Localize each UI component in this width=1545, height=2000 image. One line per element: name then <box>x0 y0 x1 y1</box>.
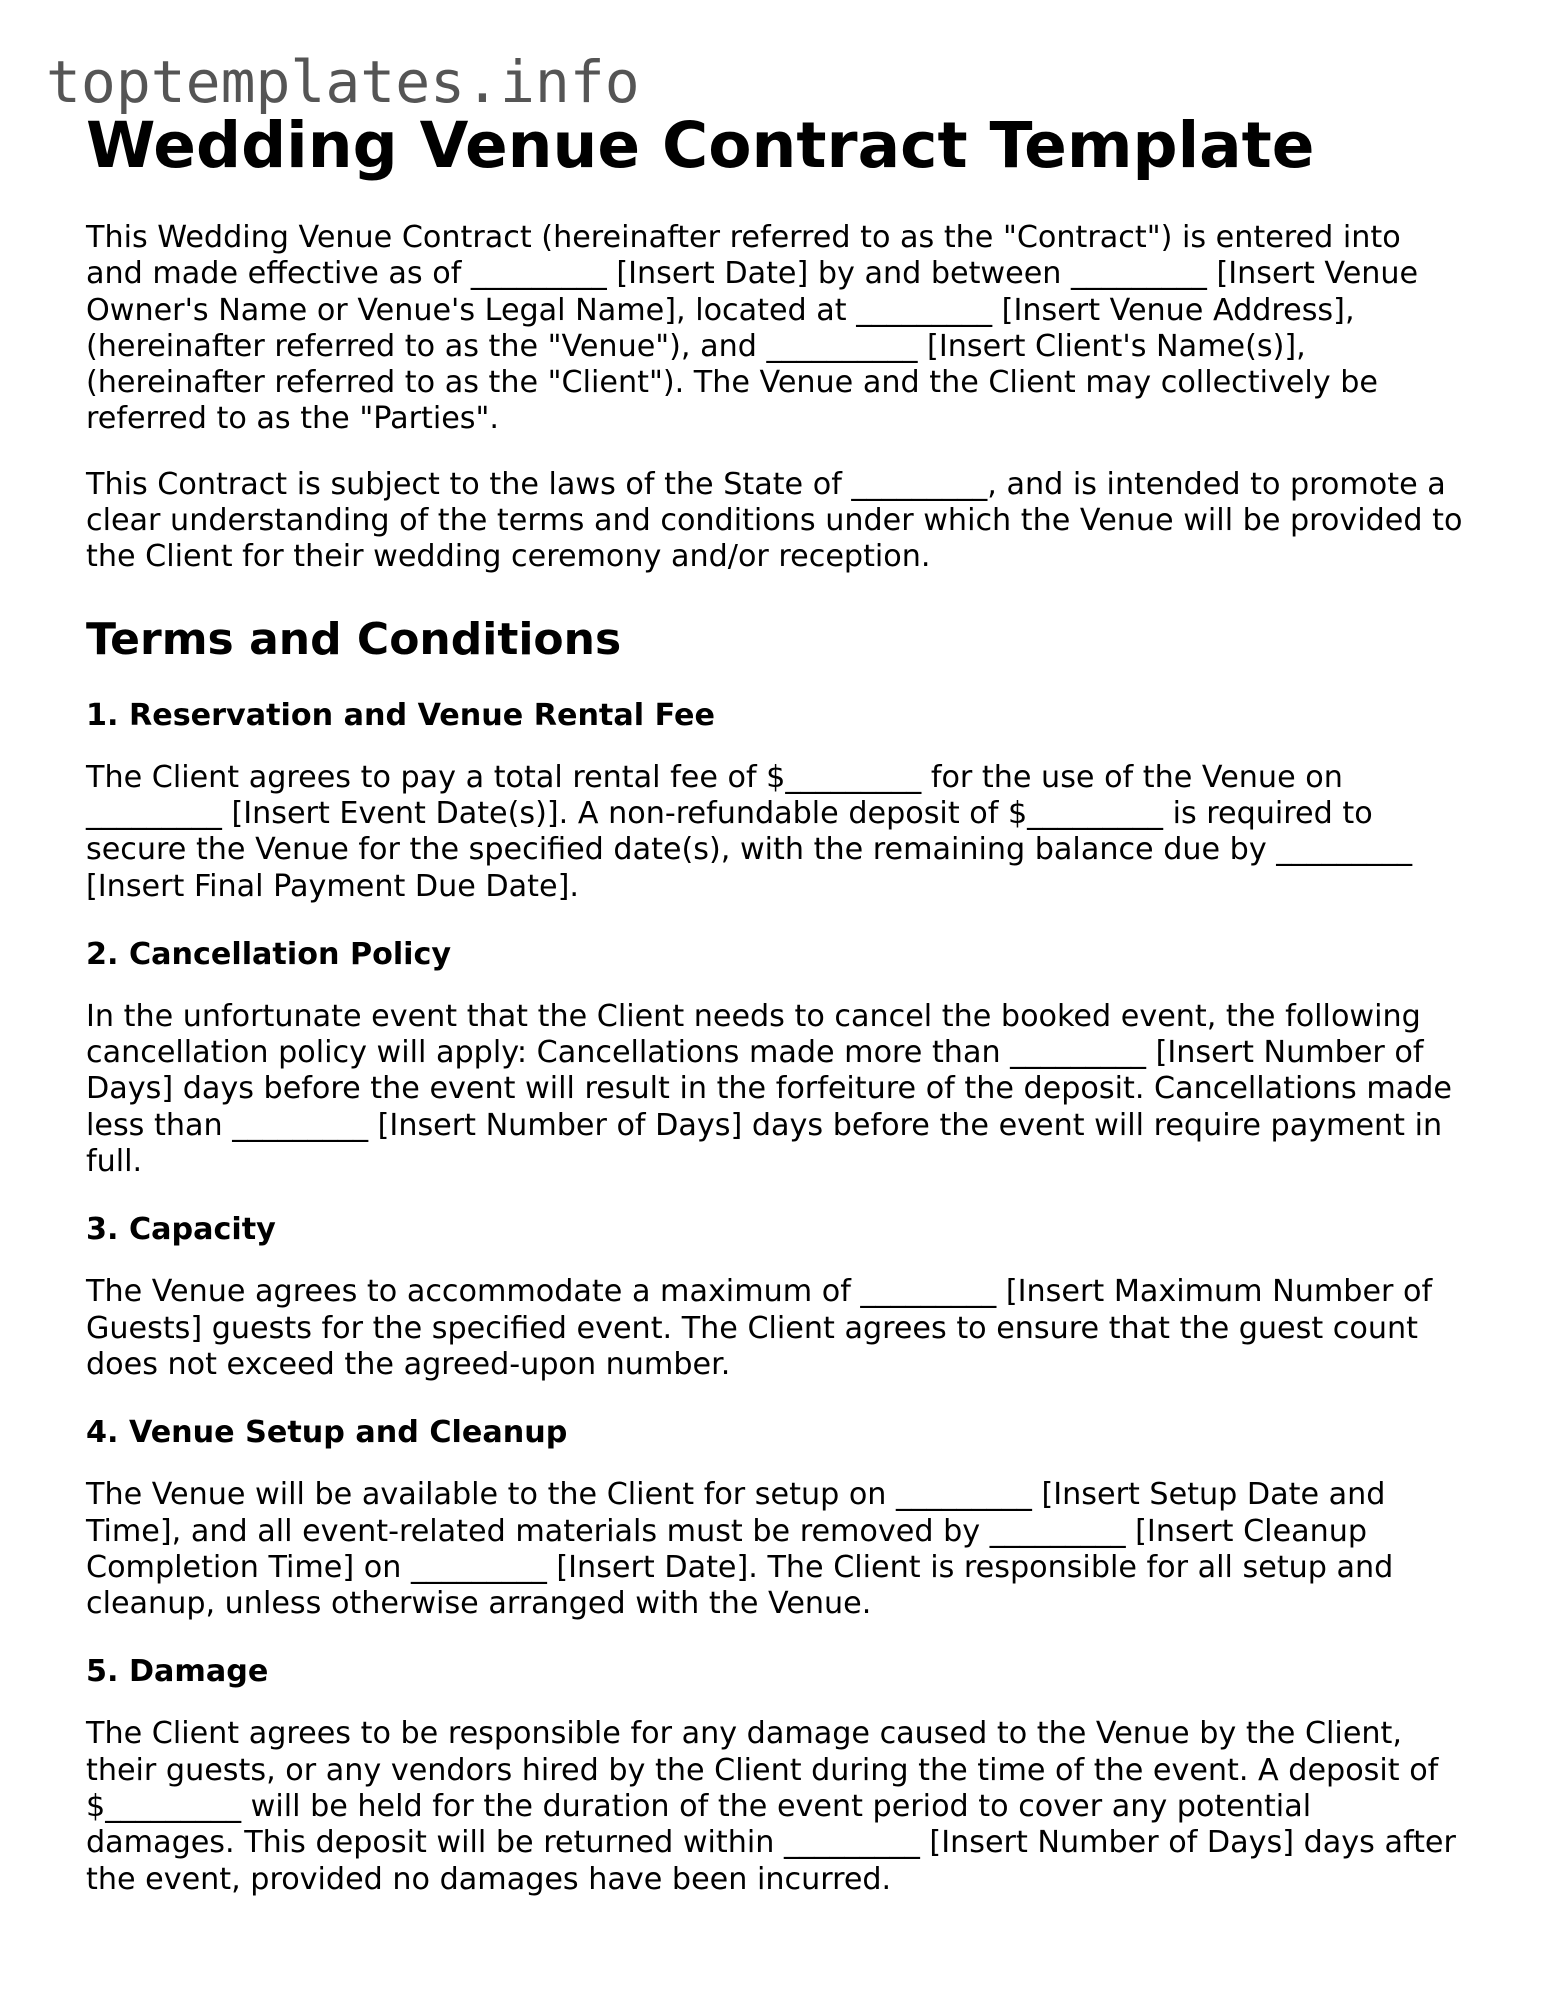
intro-paragraph-1: This Wedding Venue Contract (hereinafter referred to as the "Contract") is entered into and made effective as of _________ [Insert Date] by and between _________ [Insert Venue Owner's Name or Venue's Legal Name], located at _________ [Insert Venue Address], (hereinafter referred to as the "Venue"), and __________ [Insert Client's Name(s)], (hereinafter referred to as the "Client"). The Venue and the Client may collectively be referred to as the "Parties". <box>86 220 1419 437</box>
intro-paragraph-2: This Contract is subject to the laws of the State of _________, and is intended to promote a clear understanding of the terms and conditions under which the Venue will be provided to the Client for their wedding ceremony and/or reception. <box>86 466 1463 575</box>
section-heading-cancellation: 2. Cancellation Policy <box>86 936 452 972</box>
section-body-reservation: The Client agrees to pay a total rental fee of $_________ for the use of the Venue on _________ [Insert Event Date(s)]. A non-refundable deposit of $_________ is required to secure the Venue for the specified date(s), with the remaining balance due by _________ [Insert Final Payment Due Date]. <box>86 759 1413 904</box>
section-body-cancellation: In the unfortunate event that the Client needs to cancel the booked event, the following cancellation policy will apply: Cancellations made more than _________ [Insert Number of Days] days before the event will result in the forfeiture of the deposit. Cancellations made less than _________ [Insert Number of Days] days before the event will require payment in full. <box>86 998 1452 1180</box>
terms-heading: Terms and Conditions <box>86 613 622 665</box>
section-heading-setup-cleanup: 4. Venue Setup and Cleanup <box>86 1415 568 1451</box>
section-heading-damage: 5. Damage <box>86 1654 269 1690</box>
section-body-setup-cleanup: The Venue will be available to the Client for setup on _________ [Insert Setup Date and Time], and all event-related materials must be removed by _________ [Insert Cleanup Completion Time] on _________ [Insert Date]. The Client is responsible for all setup and cleanup, unless otherwise arranged with the Venue. <box>86 1477 1394 1622</box>
site-watermark: toptemplates.info <box>46 48 640 116</box>
document-title: Wedding Venue Contract Template <box>86 109 1315 182</box>
section-heading-capacity: 3. Capacity <box>86 1212 276 1248</box>
section-body-damage: The Client agrees to be responsible for any damage caused to the Venue by the Client, their guests, or any vendors hired by the Client during the time of the event. A deposit of $_________ will be held for the duration of the event period to cover any potential damages. This deposit will be returned within _________ [Insert Number of Days] days after the event, provided no damages have been incurred. <box>86 1716 1456 1897</box>
section-heading-reservation: 1. Reservation and Venue Rental Fee <box>86 697 715 733</box>
document-body <box>86 108 1466 1898</box>
section-body-capacity: The Venue agrees to accommodate a maximum of _________ [Insert Maximum Number of Guests] guests for the specified event. The Client agrees to ensure that the guest count does not exceed the agreed-upon number. <box>86 1274 1433 1382</box>
